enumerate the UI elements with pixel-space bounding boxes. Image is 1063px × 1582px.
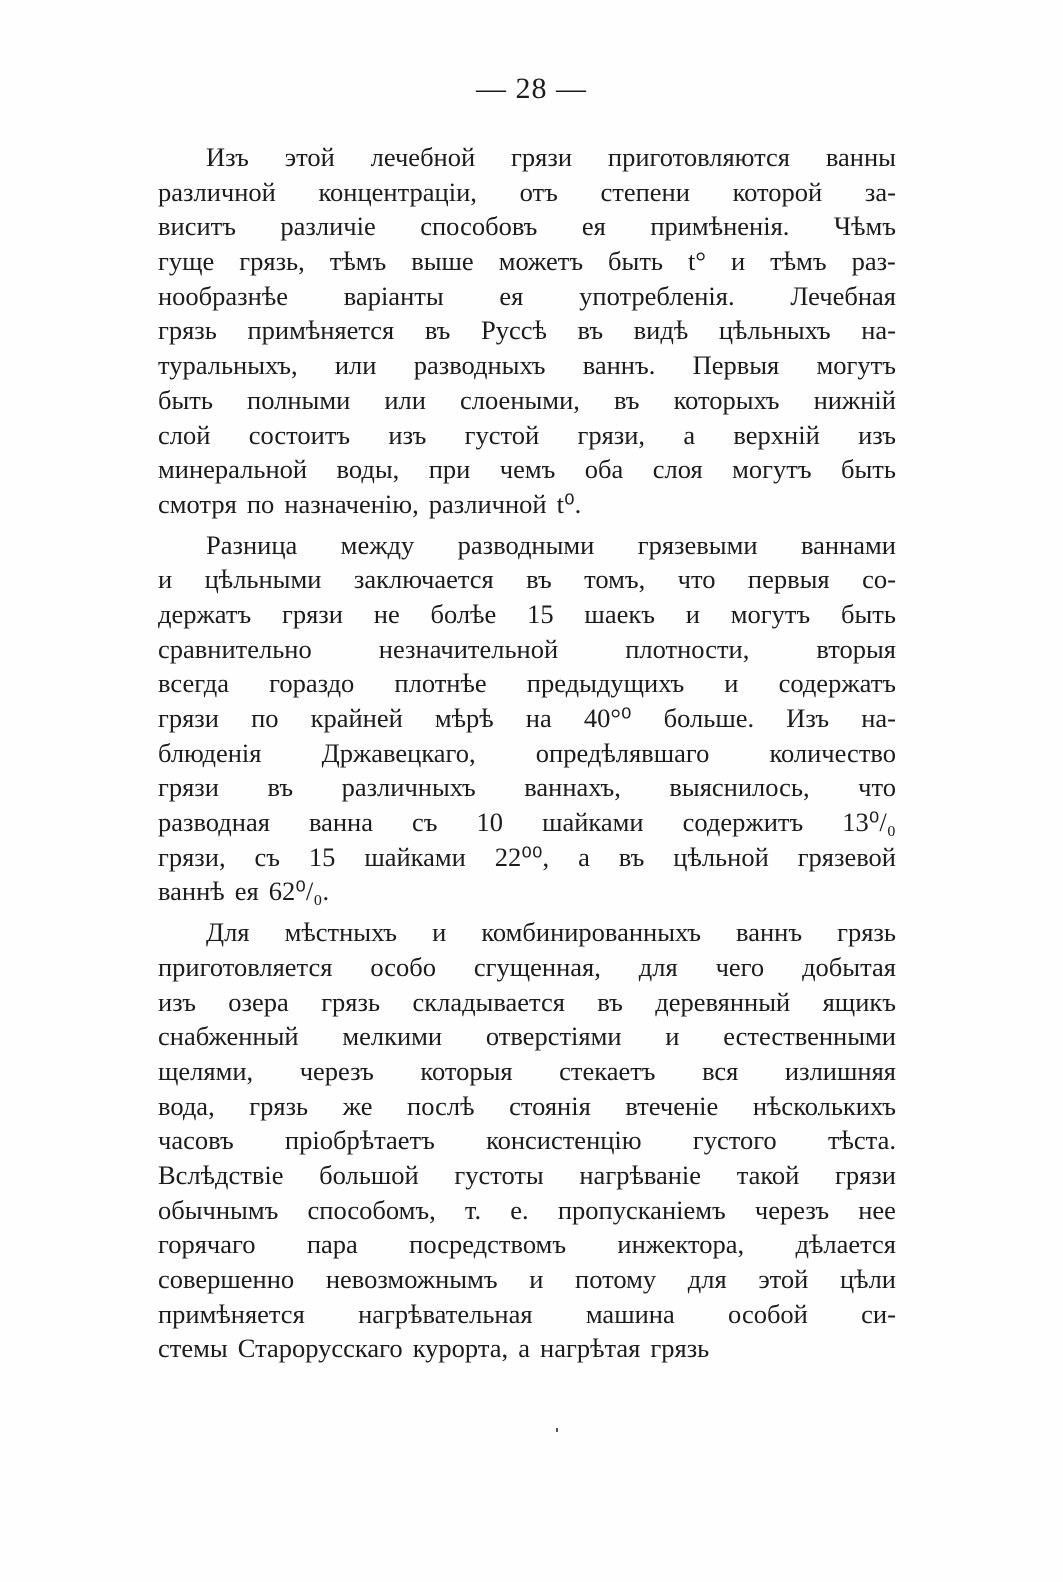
- word: способомъ,: [307, 1194, 436, 1225]
- word: для: [687, 1264, 727, 1294]
- text-line: [158, 1054, 896, 1089]
- word: невозможнымъ: [325, 1264, 498, 1294]
- word: естественными: [723, 1021, 896, 1052]
- word: мѣрѣ: [434, 703, 494, 733]
- word: слой: [158, 419, 211, 450]
- word: особо: [370, 951, 436, 982]
- word: цѣльныхъ: [718, 315, 831, 346]
- text-line: [158, 950, 896, 985]
- text-line: [158, 528, 896, 563]
- word: нагрѣтая: [540, 1333, 641, 1364]
- word: густого: [692, 1125, 777, 1156]
- text-line: [158, 279, 896, 314]
- word: оба: [584, 454, 624, 485]
- word: грязевыми: [637, 529, 758, 560]
- word: плотности,: [625, 633, 750, 664]
- word: же: [342, 1090, 373, 1121]
- word: грязи,: [158, 841, 226, 872]
- word: мѣстныхъ: [284, 917, 398, 948]
- word: изъ: [158, 986, 196, 1017]
- word: машина: [585, 1298, 675, 1329]
- word: совершенно: [158, 1264, 295, 1294]
- word: слоя: [652, 454, 703, 485]
- word: которой: [732, 176, 823, 207]
- word: ящикъ: [822, 986, 896, 1017]
- word: незначительной: [378, 633, 559, 664]
- word: гораздо: [269, 668, 355, 699]
- word: въ: [267, 772, 294, 803]
- word: предыдущихъ: [526, 668, 685, 699]
- word: Државецкаго,: [321, 737, 476, 768]
- word: шаекъ: [584, 598, 655, 629]
- word: въ: [613, 384, 640, 415]
- word: различной: [158, 176, 276, 207]
- word: грязь: [837, 917, 896, 948]
- word: могутъ: [732, 454, 812, 485]
- word: Вслѣдствіе: [158, 1159, 284, 1190]
- word: держатъ: [158, 598, 252, 629]
- word: которыя: [420, 1055, 513, 1086]
- word: или: [334, 350, 377, 381]
- word: сгущенная,: [473, 951, 601, 982]
- word: количество: [769, 737, 896, 768]
- word: могутъ: [816, 350, 896, 381]
- text-line: [158, 1297, 896, 1332]
- word: шайками: [542, 807, 644, 838]
- text-line: [158, 666, 896, 701]
- word: въ: [597, 986, 623, 1017]
- word: грязи: [281, 598, 343, 629]
- word: быть: [158, 384, 213, 415]
- word: по: [251, 703, 279, 733]
- word: которыхъ: [673, 384, 780, 415]
- word: стоянія: [509, 1090, 591, 1121]
- text-line: [158, 805, 896, 840]
- text-line: [158, 874, 896, 909]
- word: отверстіями: [485, 1021, 622, 1052]
- word: и: [432, 917, 447, 948]
- word: особой: [728, 1298, 808, 1329]
- word: комбинированныхъ: [481, 917, 701, 948]
- word: что: [858, 772, 896, 803]
- word: состоитъ: [248, 419, 351, 450]
- word: складывается: [412, 986, 565, 1017]
- text-line: [158, 1262, 896, 1297]
- word: втеченіе: [625, 1090, 719, 1121]
- text-line: [158, 348, 896, 383]
- word: пріобрѣтаетъ: [284, 1125, 435, 1156]
- text-line: [158, 1089, 896, 1124]
- word: ваннахъ,: [524, 772, 621, 803]
- text-line: [158, 1019, 896, 1054]
- word: ваннъ: [736, 917, 803, 948]
- word: потому: [575, 1264, 657, 1294]
- word: нее: [858, 1194, 896, 1225]
- word: въ: [618, 841, 645, 872]
- text-line: [158, 1193, 896, 1228]
- word: воды,: [336, 454, 400, 485]
- word: тѣста.: [827, 1125, 896, 1156]
- word: приготовляется: [158, 951, 333, 982]
- word: способовъ: [420, 211, 538, 242]
- word: ея: [499, 280, 524, 311]
- word: нообразнѣе: [158, 280, 288, 311]
- word: густоты: [454, 1159, 544, 1190]
- word: вторыя: [816, 633, 896, 664]
- word: курорта,: [412, 1333, 509, 1364]
- word: горячаго: [158, 1229, 256, 1260]
- word: густой: [464, 419, 540, 450]
- word: ея: [234, 876, 259, 907]
- text-line: [158, 1158, 896, 1193]
- word: Чѣмъ: [833, 211, 896, 242]
- word: шайками: [364, 841, 466, 872]
- word: си-: [861, 1298, 896, 1329]
- word: можетъ: [498, 246, 584, 277]
- word: чего: [715, 951, 765, 982]
- paragraph-1: [158, 140, 896, 522]
- word: t⁰.: [556, 488, 582, 519]
- word: тѣмъ: [329, 246, 387, 277]
- word: а: [578, 841, 590, 872]
- word: щелями,: [158, 1055, 254, 1086]
- word: съ: [254, 841, 280, 872]
- word: быть: [841, 454, 896, 485]
- text-line: [158, 562, 896, 597]
- word: на: [525, 703, 552, 733]
- text-line: [158, 985, 896, 1020]
- word: быть: [608, 246, 664, 277]
- word: раз-: [851, 246, 896, 277]
- word: разводными: [457, 529, 595, 560]
- word: употребленія.: [579, 280, 735, 311]
- word: обычнымъ: [158, 1194, 279, 1225]
- word: видѣ: [633, 315, 689, 346]
- word: и: [665, 1021, 680, 1052]
- text-line: [158, 915, 896, 950]
- word: часовъ: [158, 1125, 234, 1156]
- word: по: [246, 488, 275, 519]
- word: содержатъ: [778, 668, 896, 699]
- word: грязи: [834, 1159, 896, 1190]
- word: ваннѣ: [158, 876, 225, 907]
- word: грязевой: [797, 841, 896, 872]
- word: 62⁰/₀.: [268, 876, 330, 907]
- word: смотря: [158, 488, 237, 519]
- word: грязь: [650, 1333, 710, 1364]
- print-speck: [556, 1428, 558, 1432]
- word: 10: [476, 807, 504, 838]
- word: Руссѣ: [480, 315, 547, 346]
- text-line: [158, 383, 896, 418]
- word: между: [340, 529, 415, 560]
- word: 13⁰/₀: [842, 807, 896, 838]
- word: всегда: [158, 668, 229, 699]
- word: Изъ: [206, 142, 249, 172]
- word: первыя: [747, 564, 830, 595]
- word: черезъ: [299, 1055, 374, 1086]
- word: мелкими: [342, 1021, 443, 1052]
- text-line: [158, 597, 896, 632]
- word: нагрѣвательная: [358, 1298, 533, 1329]
- text-line: [158, 140, 896, 175]
- paragraph-3: [158, 915, 896, 1366]
- word: выше: [411, 246, 474, 277]
- word: цѣльной: [673, 841, 769, 872]
- word: грязь: [158, 315, 217, 346]
- word: изъ: [388, 419, 427, 450]
- word: виситъ: [158, 211, 236, 242]
- word: грязь: [321, 986, 381, 1017]
- word: верхній: [733, 419, 820, 450]
- word: вся: [702, 1055, 739, 1086]
- word: полными: [247, 384, 351, 415]
- word: степени: [600, 176, 690, 207]
- word: ваннъ.: [582, 350, 656, 381]
- text-line: [158, 452, 896, 487]
- word: минеральной: [158, 454, 308, 485]
- word: деревянный: [655, 986, 791, 1017]
- word: 40°⁰: [583, 703, 632, 733]
- word: излишняя: [784, 1055, 896, 1086]
- word: изъ: [858, 419, 896, 450]
- word: нѣсколькихъ: [752, 1090, 896, 1121]
- word: что: [677, 564, 716, 595]
- word: грязи: [158, 703, 219, 733]
- word: и: [730, 246, 746, 277]
- word: ванны: [825, 142, 896, 172]
- text-line: [158, 1123, 896, 1158]
- word: болѣе: [430, 598, 497, 629]
- word: пара: [306, 1229, 358, 1260]
- word: Для: [206, 917, 250, 948]
- word: стемы: [158, 1333, 228, 1364]
- word: а: [683, 419, 696, 450]
- word: съ: [412, 807, 438, 838]
- word: снабженный: [158, 1021, 299, 1052]
- word: примѣняется: [247, 315, 395, 346]
- word: не: [373, 598, 400, 629]
- word: грязи: [511, 142, 573, 172]
- page-number: — 28 —: [476, 72, 587, 105]
- word: Первыя: [692, 350, 780, 381]
- word: тѣмъ: [770, 246, 827, 277]
- paragraph-2: [158, 528, 896, 910]
- word: инжектора,: [617, 1229, 745, 1260]
- word: за-: [864, 176, 896, 207]
- word: концентраціи,: [318, 176, 477, 207]
- word: томъ,: [584, 564, 646, 595]
- word: добытая: [802, 951, 896, 982]
- word: и: [158, 564, 173, 595]
- word: этой: [758, 1264, 809, 1294]
- word: въ: [577, 315, 604, 346]
- word: 15: [308, 841, 336, 872]
- text-line: [158, 1331, 896, 1366]
- word: примѣненія.: [650, 211, 790, 242]
- word: грязи,: [577, 419, 646, 450]
- word: варіанты: [343, 280, 444, 311]
- word: и: [724, 668, 739, 699]
- word: примѣняется: [158, 1298, 305, 1329]
- text-line: [158, 209, 896, 244]
- text-line: [158, 770, 896, 805]
- word: въ: [424, 315, 451, 346]
- word: Старорусскаго: [237, 1333, 403, 1364]
- word: нагрѣваніе: [579, 1159, 702, 1190]
- word: Изъ: [786, 703, 830, 733]
- word: блюденія: [158, 737, 262, 768]
- word: t°: [688, 246, 706, 277]
- word: и: [529, 1264, 544, 1294]
- word: крайней: [310, 703, 403, 733]
- word: а: [518, 1333, 530, 1364]
- word: больше.: [663, 703, 755, 733]
- word: большой: [319, 1159, 419, 1190]
- word: или: [384, 384, 426, 415]
- word: ваннами: [800, 529, 896, 560]
- text-line: [158, 487, 896, 522]
- word: разводная: [158, 807, 270, 838]
- word: заключается: [353, 564, 494, 595]
- word: опредѣлявшаго: [535, 737, 710, 768]
- word: различіе: [280, 211, 376, 242]
- word: Лечебная: [790, 280, 896, 311]
- word: цѣли: [840, 1264, 896, 1294]
- word: этой: [284, 142, 335, 172]
- word: озера: [228, 986, 289, 1017]
- word: чемъ: [499, 454, 556, 485]
- word: послѣ: [407, 1090, 475, 1121]
- word: посредствомъ: [409, 1229, 567, 1260]
- word: и: [685, 598, 700, 629]
- word: плотнѣе: [394, 668, 487, 699]
- word: могутъ: [730, 598, 811, 629]
- word: дѣлается: [795, 1229, 896, 1260]
- word: грязь,: [239, 246, 305, 277]
- word: въ: [526, 564, 552, 595]
- word: пропусканіемъ: [557, 1194, 726, 1225]
- word: Разница: [206, 529, 298, 560]
- word: черезъ: [754, 1194, 830, 1225]
- word: ванна: [308, 807, 374, 838]
- word: слоеными,: [460, 384, 580, 415]
- text-line: [158, 632, 896, 667]
- word: т.: [464, 1194, 482, 1225]
- word: быть: [841, 598, 896, 629]
- word: стекаетъ: [559, 1055, 656, 1086]
- word: назначенію,: [284, 488, 419, 519]
- word: гуще: [158, 246, 215, 277]
- text-line: [158, 701, 896, 736]
- word: содержитъ: [682, 807, 804, 838]
- word: консистенцію: [486, 1125, 642, 1156]
- word: грязи: [158, 772, 219, 803]
- word: грязь: [249, 1090, 309, 1121]
- word: для: [638, 951, 678, 982]
- text-line: [158, 313, 896, 348]
- word: е.: [510, 1194, 529, 1225]
- word: отъ: [519, 176, 558, 207]
- word: на-: [861, 703, 896, 733]
- text-line: [158, 1227, 896, 1262]
- word: такой: [736, 1159, 800, 1190]
- body-text: [158, 140, 896, 1366]
- word: лечебной: [370, 142, 476, 172]
- word: нижній: [813, 384, 896, 415]
- text-line: [158, 736, 896, 771]
- text-line: [158, 840, 896, 875]
- word: 15: [527, 598, 554, 629]
- word: различныхъ: [341, 772, 476, 803]
- word: различной: [428, 488, 547, 519]
- word: сравнительно: [158, 633, 312, 664]
- word: на-: [861, 315, 896, 346]
- word: ея: [581, 211, 606, 242]
- word: вода,: [158, 1090, 215, 1121]
- word: приготовляются: [607, 142, 790, 172]
- text-line: [158, 244, 896, 279]
- word: цѣльными: [204, 564, 322, 595]
- word: туральныхъ,: [158, 350, 298, 381]
- word: выяснилось,: [669, 772, 810, 803]
- word: 22⁰⁰,: [494, 841, 550, 872]
- text-line: [158, 418, 896, 453]
- word: разводныхъ: [413, 350, 546, 381]
- text-line: [158, 175, 896, 210]
- word: при: [428, 454, 471, 485]
- word: со-: [862, 564, 896, 595]
